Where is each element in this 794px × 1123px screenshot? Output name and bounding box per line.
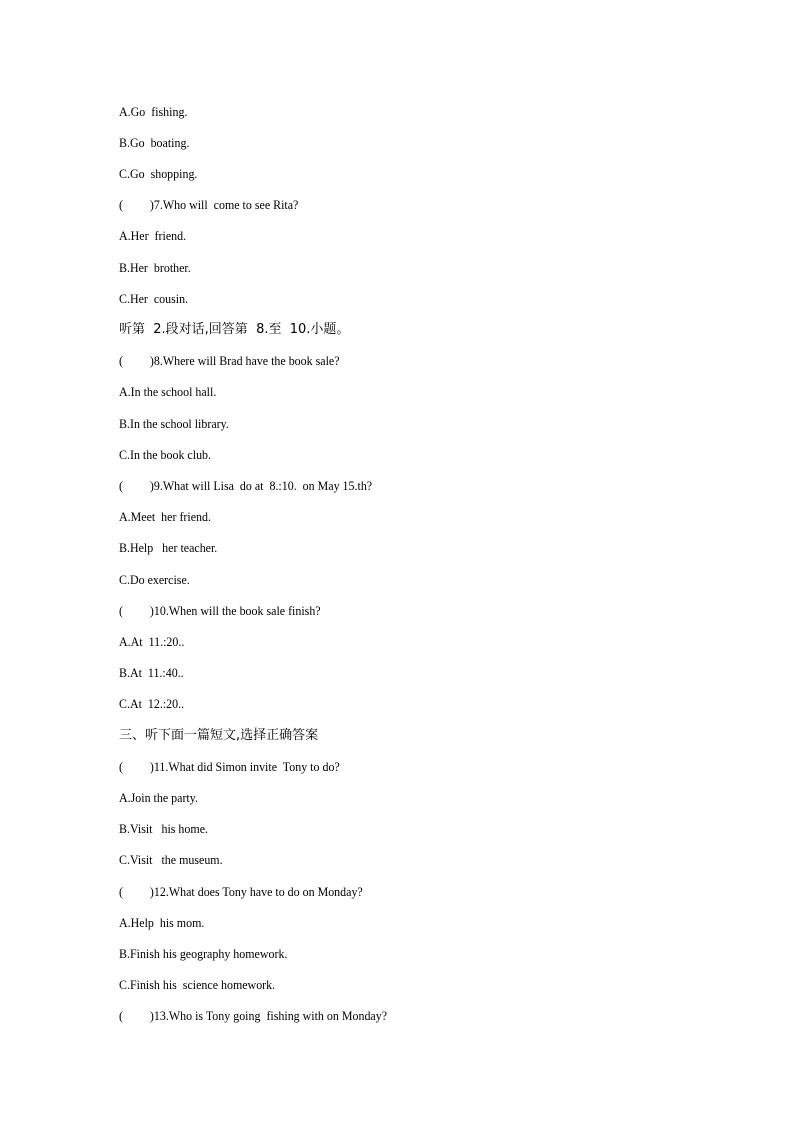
section-instruction-dialogue-2: 听第 2.段对话,回答第 8.至 10.小题。 — [119, 322, 350, 337]
option-b-q8: B.In the school library. — [119, 416, 229, 431]
question-7: ( )7.Who will come to see Rita? — [119, 197, 299, 212]
option-c-q9: C.Do exercise. — [119, 572, 190, 587]
option-b-q9: B.Help her teacher. — [119, 540, 218, 555]
option-b-q12: B.Finish his geography homework. — [119, 946, 288, 961]
option-b-q10: B.At 11.:40.. — [119, 665, 184, 680]
option-c-q8: C.In the book club. — [119, 447, 212, 462]
option-a-q6: A.Go fishing. — [119, 104, 188, 119]
option-a-q11: A.Join the party. — [119, 790, 198, 805]
option-a-q7: A.Her friend. — [119, 228, 187, 243]
question-8: ( )8.Where will Brad have the book sale? — [119, 353, 340, 368]
option-c-q6: C.Go shopping. — [119, 166, 198, 181]
option-c-q10: C.At 12.:20.. — [119, 696, 185, 711]
question-11: ( )11.What did Simon invite Tony to do? — [119, 759, 340, 774]
option-b-q6: B.Go boating. — [119, 135, 190, 150]
question-10: ( )10.When will the book sale finish? — [119, 603, 321, 618]
option-b-q7: B.Her brother. — [119, 260, 191, 275]
section-heading-3: 三、听下面一篇短文,选择正确答案 — [119, 728, 319, 743]
question-12: ( )12.What does Tony have to do on Monday? — [119, 884, 363, 899]
option-a-q8: A.In the school hall. — [119, 384, 217, 399]
option-a-q12: A.Help his mom. — [119, 915, 205, 930]
option-c-q11: C.Visit the museum. — [119, 852, 223, 867]
option-a-q10: A.At 11.:20.. — [119, 634, 185, 649]
question-13: ( )13.Who is Tony going fishing with on Monday? — [119, 1008, 388, 1023]
option-c-q12: C.Finish his science homework. — [119, 977, 276, 992]
question-9: ( )9.What will Lisa do at 8.:10. on May 15.th? — [119, 478, 373, 493]
option-a-q9: A.Meet her friend. — [119, 509, 211, 524]
option-c-q7: C.Her cousin. — [119, 291, 189, 306]
option-b-q11: B.Visit his home. — [119, 821, 208, 836]
